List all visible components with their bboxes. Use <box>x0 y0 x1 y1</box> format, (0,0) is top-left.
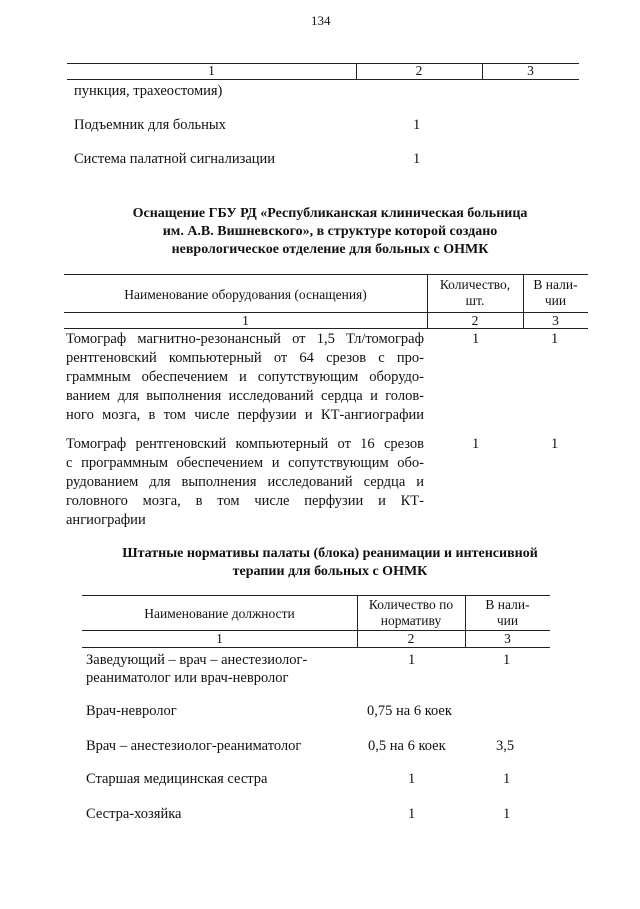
heading-line: терапии для больных с ОНМК <box>232 564 428 579</box>
column-number: 3 <box>527 63 534 78</box>
row-position: Сестра-хозяйка <box>86 806 182 822</box>
row-text-line: рудованием для выполнения исследований сердца и <box>66 474 424 490</box>
column-header-avail <box>465 597 550 629</box>
row-avail: 1 <box>503 771 511 787</box>
row-avail: 1 <box>551 331 559 347</box>
row-text-line: ного мозга, в том числе перфузии и КТ-ангиографии <box>66 407 424 423</box>
row-text-line: ванием для выполнения исследований сердца и голов- <box>66 388 424 404</box>
table-border <box>82 647 550 648</box>
heading-line: им. А.В. Вишневского», в структуре которой создано <box>162 224 498 239</box>
row-norm: 1 <box>408 806 416 822</box>
table-cell-name: пункция, трахеостомия) <box>74 83 223 99</box>
row-position: Врач-невролог <box>86 703 177 719</box>
row-text-line: ангиографии <box>66 512 146 528</box>
header-line: шт. <box>465 293 485 308</box>
heading-line: неврологическое отделение для больных с ОНМК <box>171 242 489 257</box>
column-header-qty <box>427 277 523 309</box>
column-number: 1 <box>242 313 249 328</box>
table-cell-name: Подъемник для больных <box>74 117 226 133</box>
row-text-line: рентгеновский компьютерный от 64 срезов с про- <box>66 350 424 366</box>
column-number: 1 <box>208 63 215 78</box>
row-position: Заведующий – врач – анестезиолог- <box>86 652 308 668</box>
column-number: 3 <box>552 313 559 328</box>
column-number: 1 <box>216 631 223 646</box>
row-norm: 0,5 на 6 коек <box>368 738 446 754</box>
row-text-line: с программным обеспечением и сопутствующим обо- <box>66 455 424 471</box>
header-line: чии <box>496 613 519 628</box>
table-cell-qty: 1 <box>413 117 421 133</box>
row-text-line: головного мозга, в том числе перфузии и КТ- <box>66 493 424 509</box>
column-number: 2 <box>415 63 423 78</box>
row-norm: 1 <box>408 652 416 668</box>
column-number: 3 <box>504 631 511 646</box>
header-line: Количество, <box>439 277 511 292</box>
row-avail: 1 <box>551 436 559 452</box>
row-text-line: Томограф рентгеновский компьютерный от 16 срезов <box>66 436 424 452</box>
table-border <box>64 274 588 275</box>
section-heading <box>60 545 600 581</box>
table-cell-qty: 1 <box>413 151 421 167</box>
header-line: В нали- <box>485 597 530 612</box>
column-header-position: Наименование должности <box>144 606 295 621</box>
header-line: чии <box>544 293 567 308</box>
column-header-avail <box>523 277 588 309</box>
row-qty: 1 <box>472 331 480 347</box>
row-text-line: граммным обеспечением и сопутствующим оборудо- <box>66 369 424 385</box>
column-number: 2 <box>407 631 415 646</box>
row-position: Врач – анестезиолог-реаниматолог <box>86 738 302 754</box>
column-header-norm <box>357 597 465 629</box>
table-border <box>82 595 550 596</box>
row-norm: 1 <box>408 771 416 787</box>
column-header-name: Наименование оборудования (оснащения) <box>124 287 367 302</box>
row-qty: 1 <box>472 436 480 452</box>
header-line: В нали- <box>533 277 578 292</box>
header-line: Количество по <box>368 597 454 612</box>
row-avail: 1 <box>503 652 511 668</box>
heading-line: Штатные нормативы палаты (блока) реанимации и интенсивной <box>122 546 538 561</box>
page-number: 134 <box>311 13 331 28</box>
column-number: 2 <box>471 313 479 328</box>
header-line: нормативу <box>380 613 442 628</box>
row-text-line: Томограф магнитно-резонансный от 1,5 Тл/томограф <box>66 331 424 347</box>
section-heading <box>60 205 600 259</box>
heading-line: Оснащение ГБУ РД «Республиканская клиническая больница <box>132 206 528 221</box>
row-avail: 3,5 <box>496 738 515 754</box>
row-position: Старшая медицинская сестра <box>86 771 268 787</box>
table-cell-name: Система палатной сигнализации <box>74 151 276 167</box>
row-avail: 1 <box>503 806 511 822</box>
table-border <box>67 79 579 80</box>
row-norm: 0,75 на 6 коек <box>367 703 452 719</box>
row-position: реаниматолог или врач-невролог <box>86 670 289 686</box>
